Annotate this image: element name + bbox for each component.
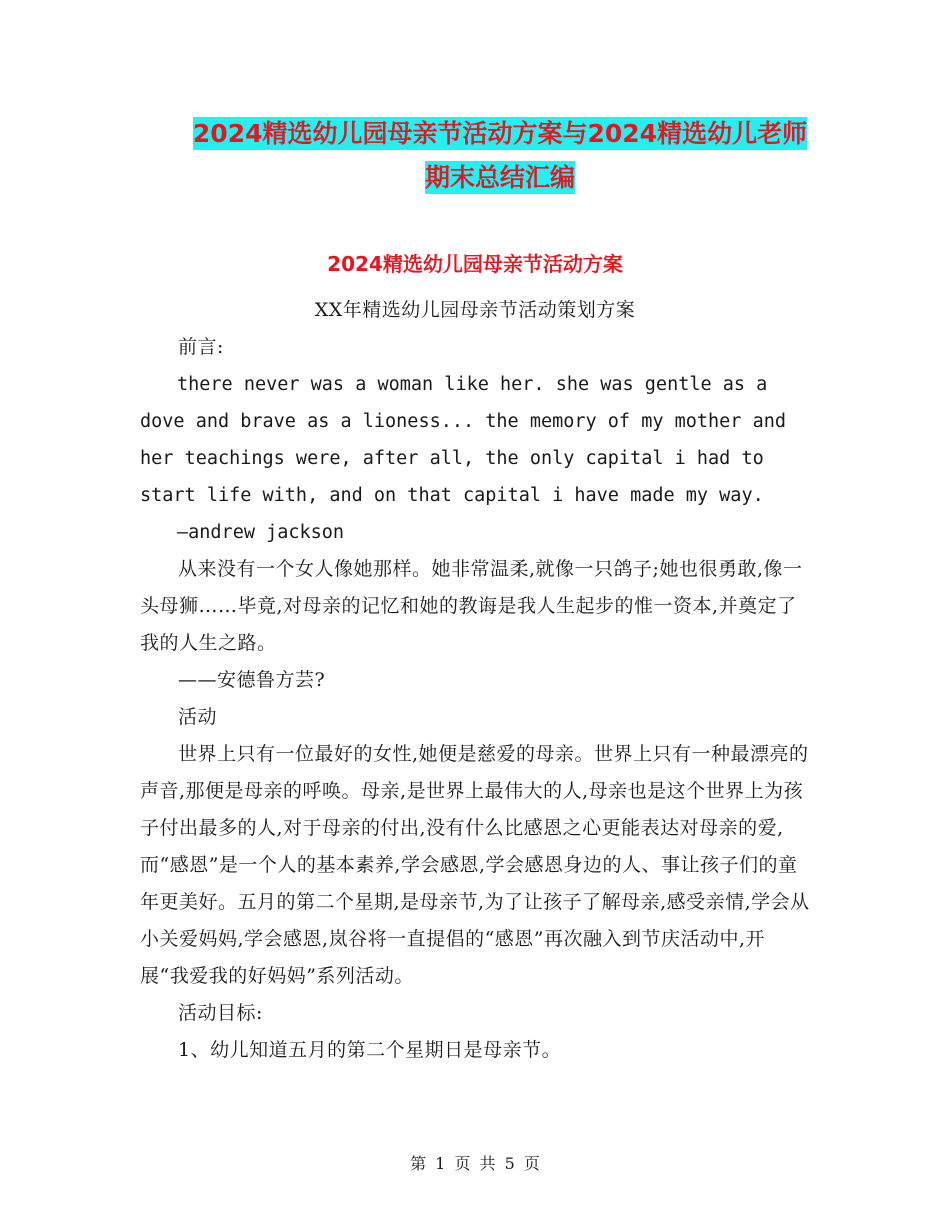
activity-label: 活动	[178, 706, 218, 728]
quote-chinese: 从来没有一个女人像她那样。她非常温柔,就像一只鸽子;她也很勇敢,像一头母狮……毕竟,对母亲的记忆和她的教诲是我人生起步的惟一资本,并奠定了我的人生之路。	[140, 558, 803, 654]
document-title-line-2: 期末总结汇编	[424, 163, 575, 192]
document-title-line-1: 2024精选幼儿园母亲节活动方案与2024精选幼儿老师	[192, 119, 808, 148]
goal-item-1: 1、幼儿知道五月的第二个星期日是母亲节。	[178, 1039, 562, 1061]
document-title	[140, 112, 860, 200]
preface-label: 前言:	[178, 336, 224, 358]
quote-english-author: —andrew jackson	[177, 522, 345, 543]
section-title: 2024精选幼儿园母亲节活动方案	[327, 252, 623, 276]
subtitle: XX年精选幼儿园母亲节活动策划方案	[314, 299, 636, 321]
goals-label: 活动目标:	[178, 1002, 263, 1024]
page-footer: 第 1 页 共 5 页	[410, 1154, 540, 1173]
quote-chinese-author: ——安德鲁方芸?	[178, 669, 326, 691]
quote-english: there never was a woman like her. she was gentle as a dove and brave as a lioness... the memory of my mother and her teachings were, after all, the only capital i had to start life with, and on that capital i have made my way.	[140, 374, 787, 506]
activity-paragraph: 世界上只有一位最好的女性,她便是慈爱的母亲。世界上只有一种最漂亮的声音,那便是母亲的呼唤。母亲,是世界上最伟大的人,母亲也是这个世界上为孩子付出最多的人,对于母亲的付出,没有什么比感恩之心更能表达对母亲的爱,而“感恩”是一个人的基本素养,学会感恩,学会感恩身边的人、事让孩子们的童年更美好。五月的第二个星期,是母亲节,为了让孩子了解母亲,感受亲情,学会从小关爱妈妈,学会感恩,岚谷将一直提倡的“感恩”再次融入到节庆活动中,开展“我爱我的好妈妈”系列活动。	[140, 743, 810, 987]
document-body	[140, 292, 810, 1069]
